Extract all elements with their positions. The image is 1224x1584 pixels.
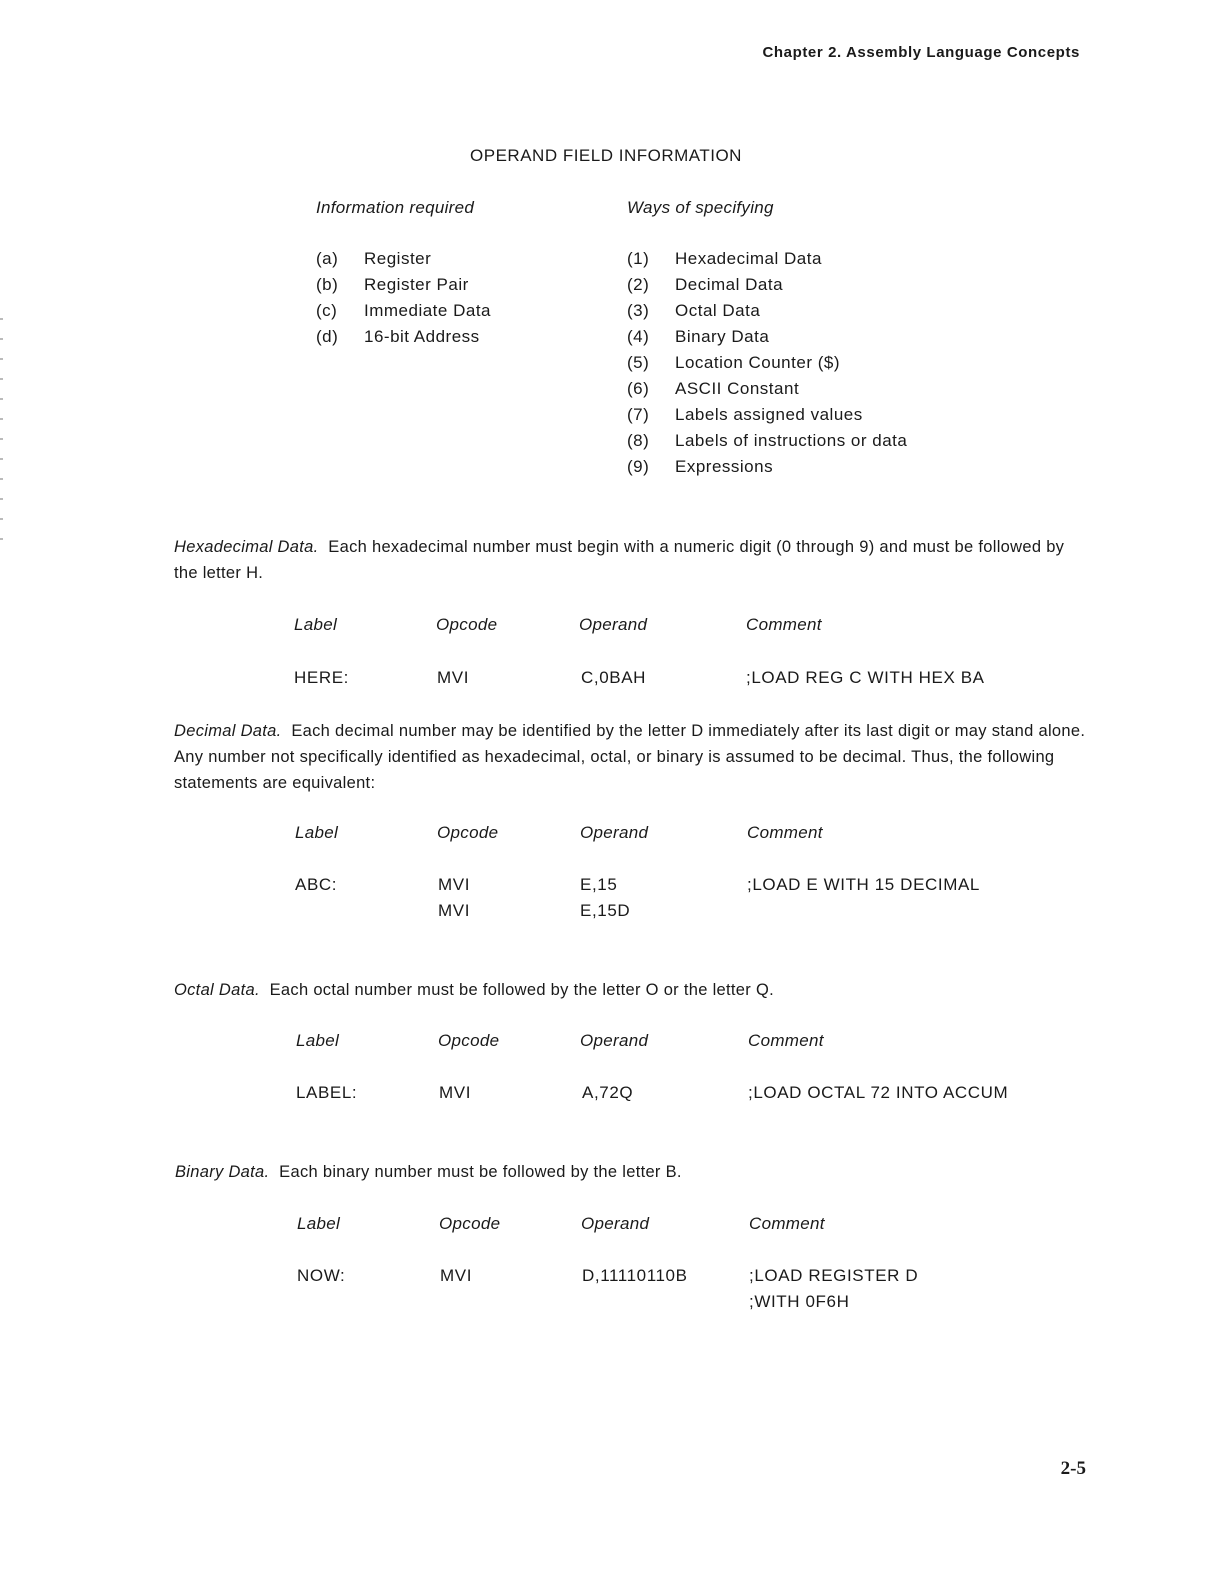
- binary-body: Each binary number must be followed by the letter B.: [279, 1163, 682, 1181]
- hex-col-opcode: Opcode: [436, 615, 498, 634]
- list-item: [627, 246, 907, 272]
- decimal-body: Each decimal number may be identified by the letter D immediately after its last digit or may stand alone. Any number not specifically identified as hexadecimal, octal, or binary is assumed to be decimal. Thus, the following statements are equivalent:: [174, 722, 1086, 792]
- hex-row-opcode: MVI: [437, 668, 470, 687]
- octal-row-opcode: MVI: [439, 1083, 472, 1102]
- list-text: Labels assigned values: [675, 405, 863, 424]
- decimal-col-comment: Comment: [747, 823, 823, 842]
- decimal-col-operand: Operand: [580, 823, 649, 842]
- list-key: (4): [627, 327, 650, 346]
- hex-row-operand: C,0BAH: [581, 668, 647, 687]
- list-key: (7): [627, 405, 650, 424]
- list-text: 16-bit Address: [364, 327, 480, 346]
- octal-row-label: LABEL:: [296, 1083, 358, 1102]
- list-item: [627, 272, 907, 298]
- hex-body: Each hexadecimal number must begin with a numeric digit (0 through 9) and must be followed by the letter H.: [174, 538, 1065, 582]
- hex-lead: Hexadecimal Data.: [174, 538, 319, 556]
- list-text: Decimal Data: [675, 275, 784, 294]
- hex-row-label: HERE:: [294, 668, 349, 687]
- list-item: [316, 298, 491, 324]
- list-text: Octal Data: [675, 301, 761, 320]
- hex-paragraph: [174, 534, 1090, 586]
- margin-punch-marks: [0, 318, 3, 548]
- octal-col-opcode: Opcode: [438, 1031, 500, 1050]
- list-key: (2): [627, 275, 650, 294]
- list-key: (8): [627, 431, 650, 450]
- list-text: Expressions: [675, 457, 774, 476]
- list-text: Register: [364, 249, 432, 268]
- list-item: [627, 298, 907, 324]
- decimal-lead: Decimal Data.: [174, 722, 282, 740]
- binary-col-label: Label: [297, 1214, 341, 1233]
- decimal-col-opcode: Opcode: [437, 823, 499, 842]
- decimal-row1-comment: ;LOAD E WITH 15 DECIMAL: [747, 875, 980, 894]
- list-text: Labels of instructions or data: [675, 431, 908, 450]
- list-text: Immediate Data: [364, 301, 491, 320]
- octal-col-comment: Comment: [748, 1031, 824, 1050]
- decimal-row1-opcode: MVI: [438, 875, 471, 894]
- info-required-list: [316, 246, 491, 350]
- list-item: [316, 246, 491, 272]
- info-required-heading: Information required: [316, 198, 475, 217]
- list-text: ASCII Constant: [675, 379, 800, 398]
- list-item: [627, 402, 907, 428]
- hex-col-label: Label: [294, 615, 338, 634]
- list-text: Location Counter ($): [675, 353, 840, 372]
- list-item: [627, 350, 907, 376]
- hex-col-operand: Operand: [579, 615, 648, 634]
- section-title: OPERAND FIELD INFORMATION: [470, 146, 742, 165]
- decimal-col-label: Label: [295, 823, 339, 842]
- octal-body: Each octal number must be followed by the letter O or the letter Q.: [269, 981, 774, 999]
- list-key: (3): [627, 301, 650, 320]
- list-text: Register Pair: [364, 275, 469, 294]
- list-key: (5): [627, 353, 650, 372]
- binary-row1-operand: D,11110110B: [582, 1266, 688, 1285]
- octal-row-comment: ;LOAD OCTAL 72 INTO ACCUM: [748, 1083, 1009, 1102]
- binary-lead: Binary Data.: [175, 1163, 270, 1181]
- list-key: (6): [627, 379, 650, 398]
- ways-list: [627, 246, 907, 480]
- list-key: (b): [316, 275, 339, 294]
- hex-row-comment: ;LOAD REG C WITH HEX BA: [746, 668, 985, 687]
- binary-row1-label: NOW:: [297, 1266, 346, 1285]
- decimal-row1-label: ABC:: [295, 875, 338, 894]
- list-item: [627, 454, 907, 480]
- list-text: Binary Data: [675, 327, 770, 346]
- list-key: (1): [627, 249, 650, 268]
- list-item: [316, 324, 491, 350]
- ways-heading: Ways of specifying: [627, 198, 774, 217]
- binary-row2-comment: ;WITH 0F6H: [749, 1292, 850, 1311]
- binary-row1-opcode: MVI: [440, 1266, 473, 1285]
- binary-col-comment: Comment: [749, 1214, 825, 1233]
- octal-paragraph: [174, 977, 1090, 1003]
- list-key: (9): [627, 457, 650, 476]
- octal-row-operand: A,72Q: [582, 1083, 634, 1102]
- octal-col-operand: Operand: [580, 1031, 649, 1050]
- binary-paragraph: [175, 1159, 1091, 1185]
- decimal-row2-opcode: MVI: [438, 901, 471, 920]
- decimal-row2-operand: E,15D: [580, 901, 631, 920]
- decimal-paragraph: [174, 718, 1090, 796]
- list-item: [316, 272, 491, 298]
- binary-col-opcode: Opcode: [439, 1214, 501, 1233]
- octal-col-label: Label: [296, 1031, 340, 1050]
- page-number: 2-5: [1060, 1458, 1086, 1479]
- hex-col-comment: Comment: [746, 615, 822, 634]
- list-key: (d): [316, 327, 339, 346]
- list-text: Hexadecimal Data: [675, 249, 822, 268]
- binary-row1-comment: ;LOAD REGISTER D: [749, 1266, 919, 1285]
- list-item: [627, 428, 907, 454]
- decimal-row1-operand: E,15: [580, 875, 618, 894]
- list-item: [627, 324, 907, 350]
- list-key: (c): [316, 301, 338, 320]
- binary-col-operand: Operand: [581, 1214, 650, 1233]
- list-key: (a): [316, 249, 339, 268]
- octal-lead: Octal Data.: [174, 981, 260, 999]
- running-header: Chapter 2. Assembly Language Concepts: [762, 44, 1080, 61]
- list-item: [627, 376, 907, 402]
